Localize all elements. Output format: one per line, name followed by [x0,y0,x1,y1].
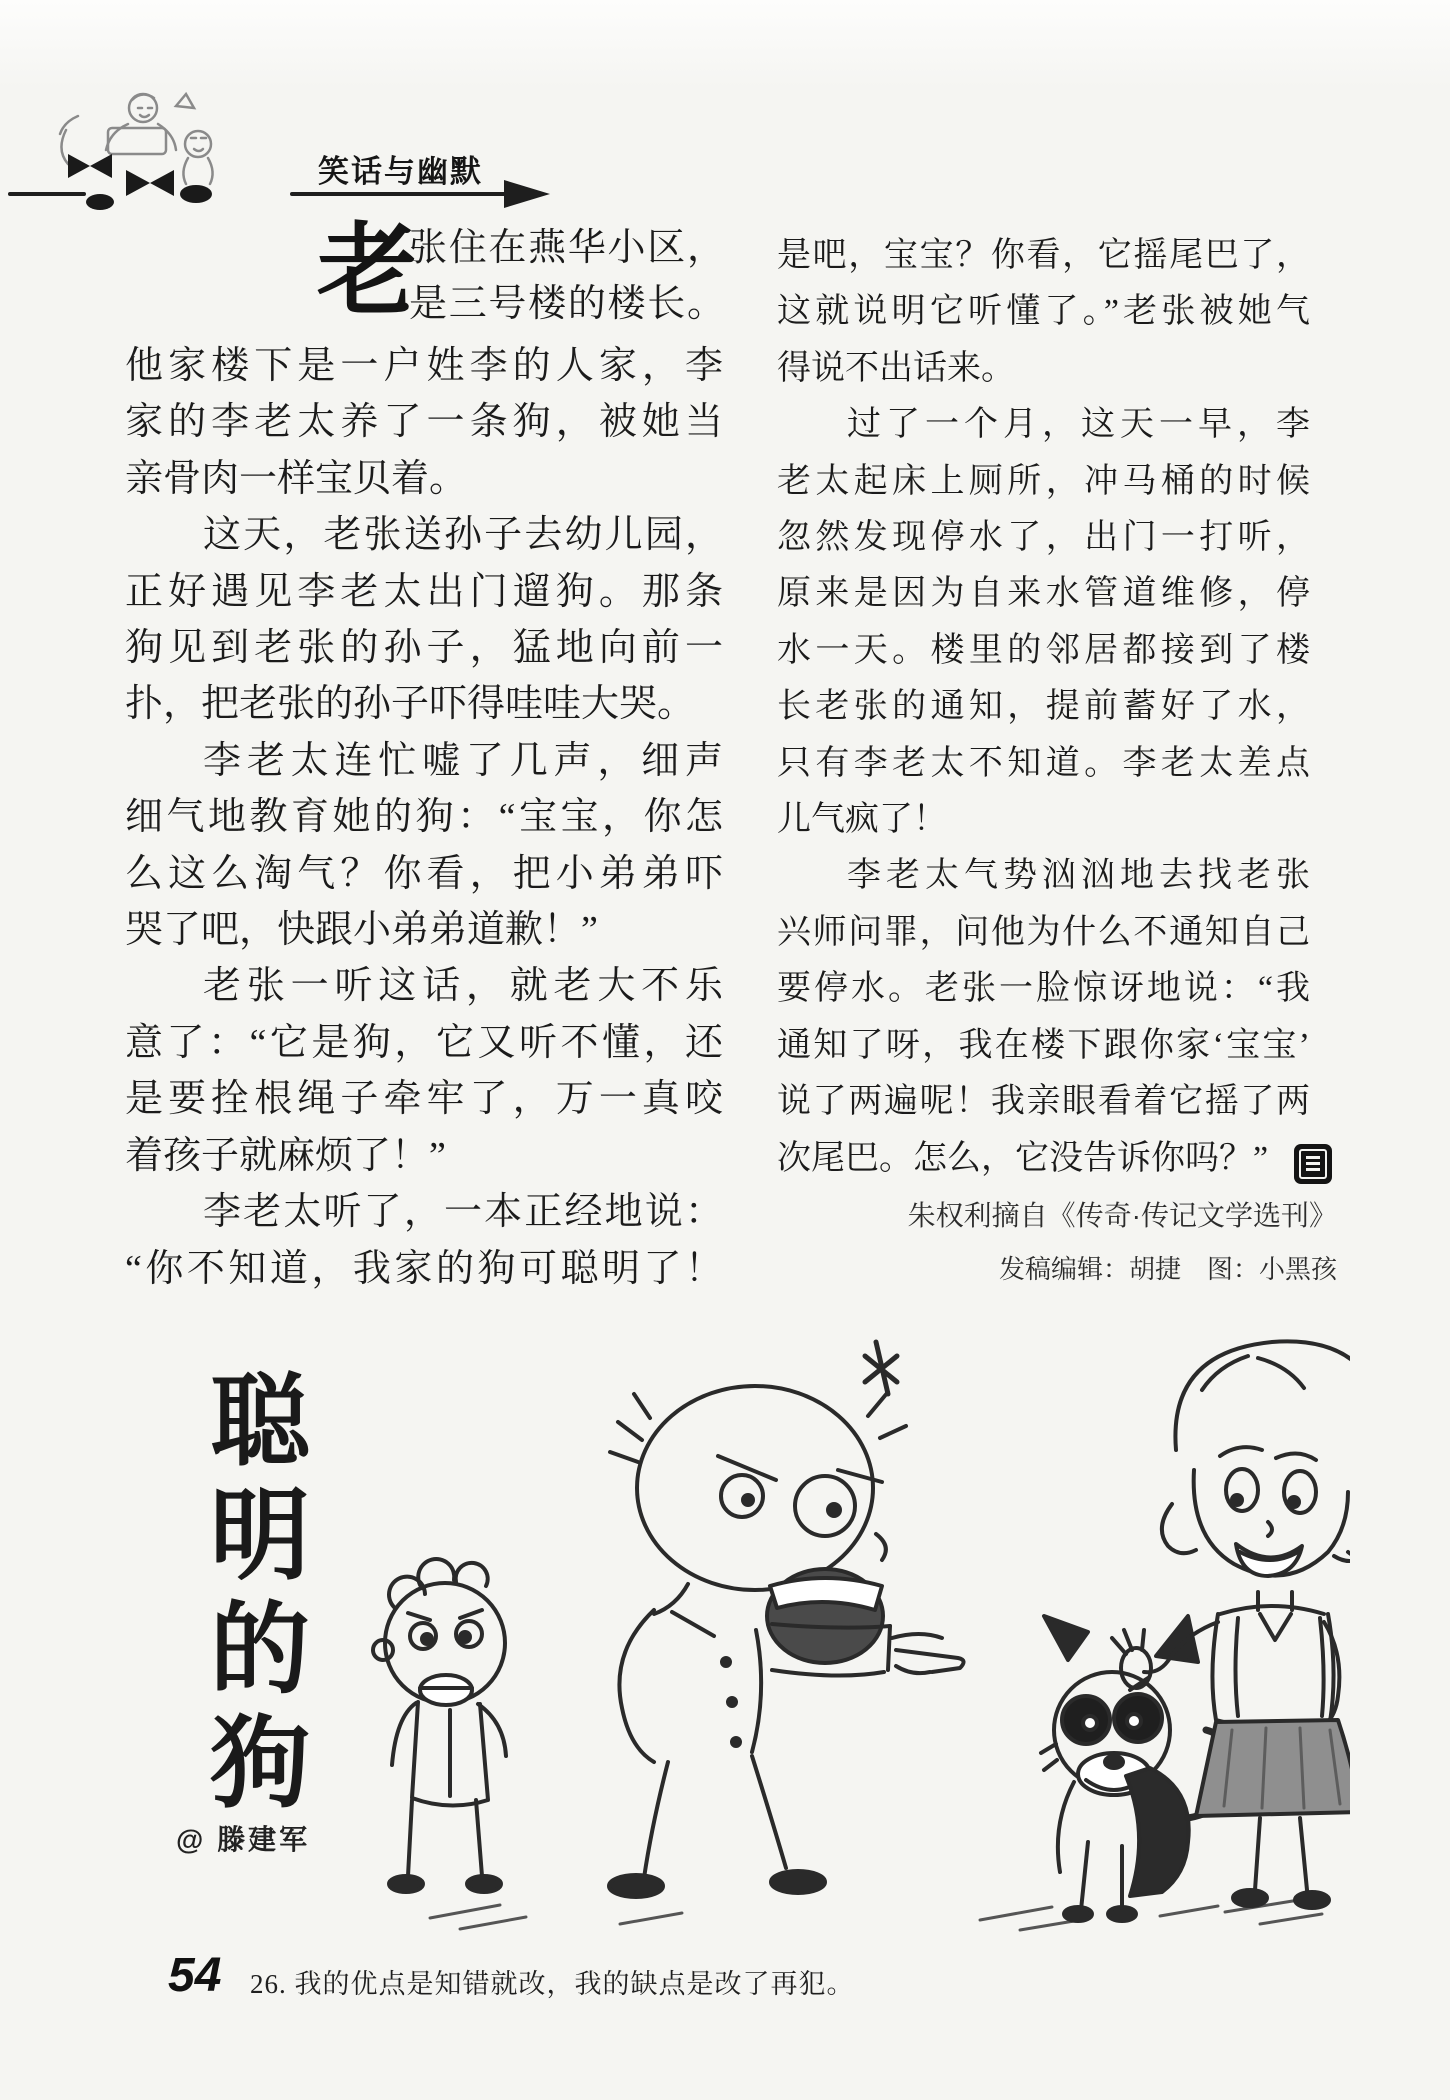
footer-joke-line: 26. 我的优点是知错就改，我的缺点是改了再犯。 [250,1969,855,1999]
text-line: 忽然发现停水了，出门一打听， [777,519,1310,557]
old-man-figure [609,1342,964,1897]
text-line: “你不知道，我家的狗可聪明了！ [125,1247,723,1290]
text-line: 哭了吧，快跟小弟弟道歉！” [125,909,598,952]
text-line: 扑，把老张的孙子吓得哇哇大哭。 [125,683,696,726]
drop-cap-lines [409,220,725,333]
text-line: 是要拴根绳子牵牢了，万一真咬 [125,1078,723,1121]
editor-credits: 发稿编辑：胡捷 图：小黑孩 [998,1254,1337,1284]
text-line: 说了两遍呢！我亲眼看着它摇了两 [777,1083,1310,1121]
text-line: 老太起床上厕所，冲马桶的时候 [777,462,1310,500]
text-line: 得说不出话来。 [777,349,1015,387]
article-title-vertical: 聪明的狗 [195,1368,306,1824]
header-rule-left [8,192,86,196]
article-column-left [125,338,723,1297]
text-line: 儿气疯了！ [777,801,947,839]
text-line: 老张一听这话，就老大不乐 [203,965,723,1008]
text-line: 是吧，宝宝？你看，它摇尾巴了， [777,237,1310,274]
end-of-article-seal-icon [1294,1144,1332,1184]
dog-figure [1041,1616,1232,1921]
text-line: 着孩子就麻烦了！” [125,1134,446,1177]
section-title: 笑话与幽默 [318,154,483,189]
text-line: 意了：“它是狗，它又听不懂，还 [125,1021,723,1064]
header-rule-right [290,192,508,196]
page-top-margin [0,0,1450,88]
text-line: 他家楼下是一户姓李的人家，李 [125,345,723,387]
ground-hatching [430,1899,1322,1930]
text-line: 张住在燕华小区， [409,227,725,269]
text-line: 狗见到老张的孙子，猛地向前一 [125,627,723,670]
text-line: 水一天。楼里的邻居都接到了楼 [777,631,1310,669]
text-line: 兴师问罪，问他为什么不通知自己 [777,913,1310,951]
text-line: 李老太听了，一本正经地说： [203,1191,723,1234]
header-arrow-icon [504,180,550,208]
text-line: 通知了呀，我在楼下跟你家‘宝宝’ [777,1026,1310,1064]
text-line: 长老张的通知，提前蓄好了水， [777,688,1310,726]
drop-cap: 老 [317,216,417,327]
text-line: 只有李老太不知道。李老太差点 [777,744,1310,782]
text-line: 是三号楼的楼长。 [409,283,725,326]
text-line: 这天，老张送孙子去幼儿园， [203,514,723,557]
text-line: 次尾巴。怎么，它没告诉你吗？” [777,1139,1269,1177]
text-line: 原来是因为自来水管道维修，停 [777,575,1310,613]
text-line: 要停水。老张一脸惊讶地说：“我 [777,970,1310,1008]
text-line: 过了一个月，这天一早，李 [847,406,1310,444]
source-attribution: 朱权利摘自《传奇·传记文学选刊》 [907,1200,1337,1231]
boy-figure [373,1559,506,1892]
text-line: 亲骨肉一样宝贝着。 [125,457,468,500]
title-author: @ 滕建军 [176,1824,311,1855]
opening-paragraph [317,216,727,333]
text-line: 李老太连忙嘘了几声，细声 [203,739,723,782]
text-line: 正好遇见李老太出门遛狗。那条 [125,570,723,613]
page-number: 54 [168,1949,222,2002]
article-column-right [777,228,1310,1187]
text-line: 细气地教育她的狗：“宝宝，你怎 [125,796,723,839]
text-line: 李老太气势汹汹地去找老张 [847,857,1310,895]
cartoon-illustration [320,1298,1350,1946]
text-line: 这就说明它听懂了。”老张被她气 [777,293,1310,331]
text-line: 家的李老太养了一条狗，被她当 [125,401,723,444]
text-line: 么这么淘气？你看，把小弟弟吓 [125,852,723,895]
